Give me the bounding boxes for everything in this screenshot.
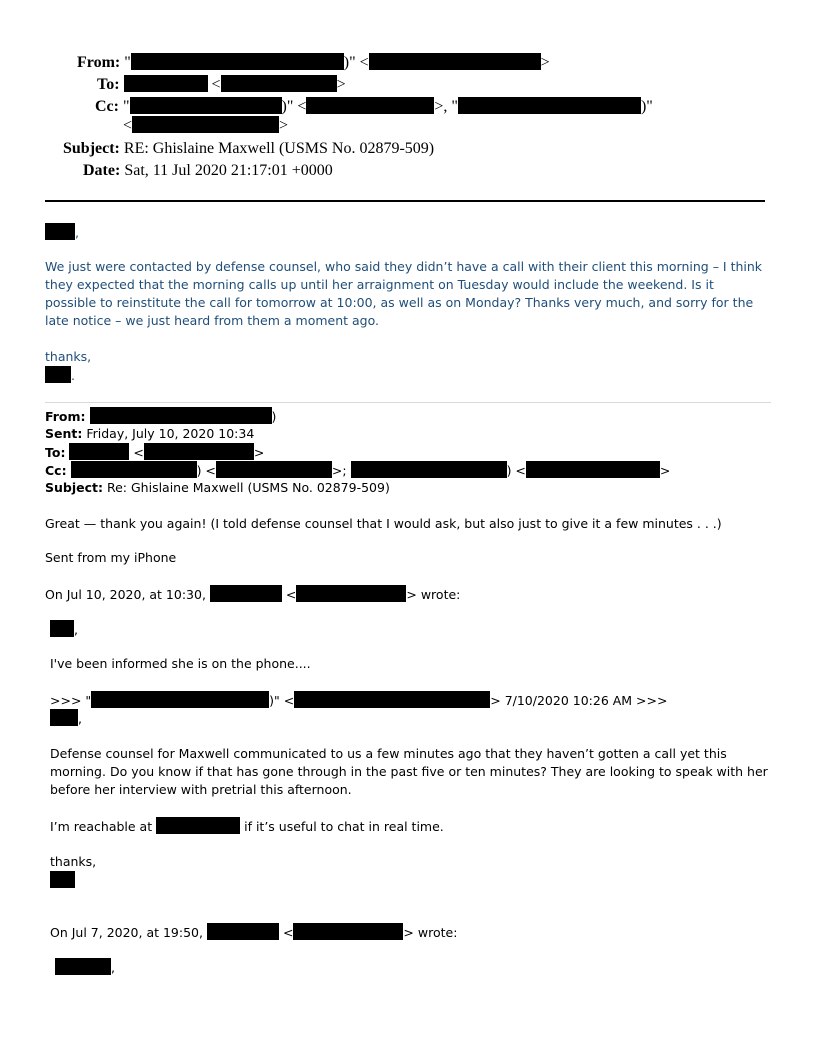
quote2-reach-line [50, 817, 444, 836]
greeting: , [45, 223, 79, 242]
fwd-body: Great — thank you again! (I told defense counsel that I would ask, but also just to give it a few minutes . . .) [45, 516, 722, 531]
header-subject [63, 139, 434, 159]
quote1-intro-line: On Jul 10, 2020, at 10:30, < > wrote: [45, 587, 461, 602]
quote1-body: I've been informed she is on the phone.... [50, 656, 311, 671]
redaction [45, 366, 71, 383]
redaction [526, 461, 660, 478]
redaction [91, 691, 269, 708]
redaction [294, 691, 490, 708]
quote2-timestamp: 7/10/2020 10:26 AM >>> [504, 693, 668, 708]
redaction [69, 443, 129, 460]
message-divider [45, 402, 771, 403]
quote3-greeting: , [55, 958, 115, 977]
header-to: To: < > [97, 76, 346, 93]
latest-body: We just were contacted by defense counsel, who said they didn’t have a call with their client this morning – I think they expected that the morning calls up until her arraignment on Tuesday would include the weekend. Is it possible to reinstitute the call for tomorrow at 10:00, as well as on Monday? Thanks very much, and sorry for the late notice – we just heard from them a moment ago. [45, 259, 763, 328]
quote2-reach-suffix: if it’s useful to chat in real time. [244, 819, 444, 834]
quote1-wrote: wrote: [420, 587, 461, 602]
redaction [90, 407, 272, 424]
subject-text: RE: Ghislaine Maxwell (USMS No. 02879-509) [123, 140, 435, 157]
fwd-subject-label: Subject: [45, 480, 103, 495]
quote3-intro-line: On Jul 7, 2020, at 19:50, < > wrote: [50, 925, 458, 940]
redaction [50, 871, 75, 888]
quote3-wrote: wrote: [417, 925, 458, 940]
cc-label: Cc: [95, 98, 119, 115]
fwd-to-label: To: [45, 445, 66, 460]
latest-closing: thanks, [45, 349, 92, 364]
quote2-body: Defense counsel for Maxwell communicated to us a few minutes ago that they haven’t gotten a call yet this morning. Do you know if that has gone through in the past five or ten minutes? They are looking to speak with her before her interview with pretrial this afternoon. [50, 746, 768, 797]
header-cc-continued: < > [123, 117, 289, 134]
redaction [221, 75, 337, 92]
fwd-sent-label: Sent: [45, 426, 83, 441]
redaction [293, 923, 403, 940]
redaction [156, 817, 240, 834]
redaction [45, 223, 75, 240]
quote2-greeting: , [50, 709, 82, 728]
fwd-sent [45, 425, 254, 443]
fwd-from-label: From: [45, 409, 86, 424]
redaction [71, 461, 197, 478]
fwd-sent-text: Friday, July 10, 2020 10:34 [86, 426, 255, 441]
date-text: Sat, 11 Jul 2020 21:17:01 +0000 [124, 162, 333, 179]
header-divider [45, 200, 765, 202]
fwd-cc-label: Cc: [45, 463, 67, 478]
fwd-subject [45, 479, 390, 497]
redaction [216, 461, 332, 478]
subject-label: Subject: [63, 140, 120, 157]
header-cc: Cc: " )" < >, " )" [95, 98, 653, 115]
redaction [296, 585, 406, 602]
redaction [458, 97, 641, 114]
from-label: From: [77, 54, 121, 71]
redaction [55, 958, 111, 975]
header-from: From: " )" < > [77, 54, 550, 71]
redaction [306, 97, 434, 114]
fwd-subject-text: Re: Ghislaine Maxwell (USMS No. 02879-509) [106, 480, 390, 495]
quote1-intro: On Jul 10, 2020, at 10:30, [45, 587, 206, 602]
redaction [369, 53, 541, 70]
header-date [83, 161, 333, 181]
date-label: Date: [83, 162, 121, 179]
redaction [50, 709, 78, 726]
to-label: To: [97, 76, 120, 93]
redaction [132, 116, 279, 133]
quote2-closing: thanks, [50, 854, 97, 869]
quote3-intro: On Jul 7, 2020, at 19:50, [50, 925, 203, 940]
quote2-signature [50, 871, 75, 890]
redaction [130, 97, 282, 114]
redaction [207, 923, 279, 940]
redaction [144, 443, 254, 460]
quote2-prefix: >>> " [50, 693, 92, 708]
fwd-cc: Cc: ) < >; ) < > [45, 463, 671, 478]
redaction [124, 75, 208, 92]
latest-signature: . [45, 366, 75, 385]
fwd-from: From: ) [45, 409, 277, 424]
quote2-reach-prefix: I’m reachable at [50, 819, 153, 834]
redaction [50, 620, 74, 637]
redaction [131, 53, 344, 70]
quote1-greeting: , [50, 620, 78, 639]
redaction [210, 585, 282, 602]
fwd-signature: Sent from my iPhone [45, 550, 177, 565]
quote2-header-line: >>> " )" < > 7/10/2020 10:26 AM >>> [50, 693, 668, 708]
redaction [351, 461, 507, 478]
fwd-to: To: < > [45, 445, 265, 460]
